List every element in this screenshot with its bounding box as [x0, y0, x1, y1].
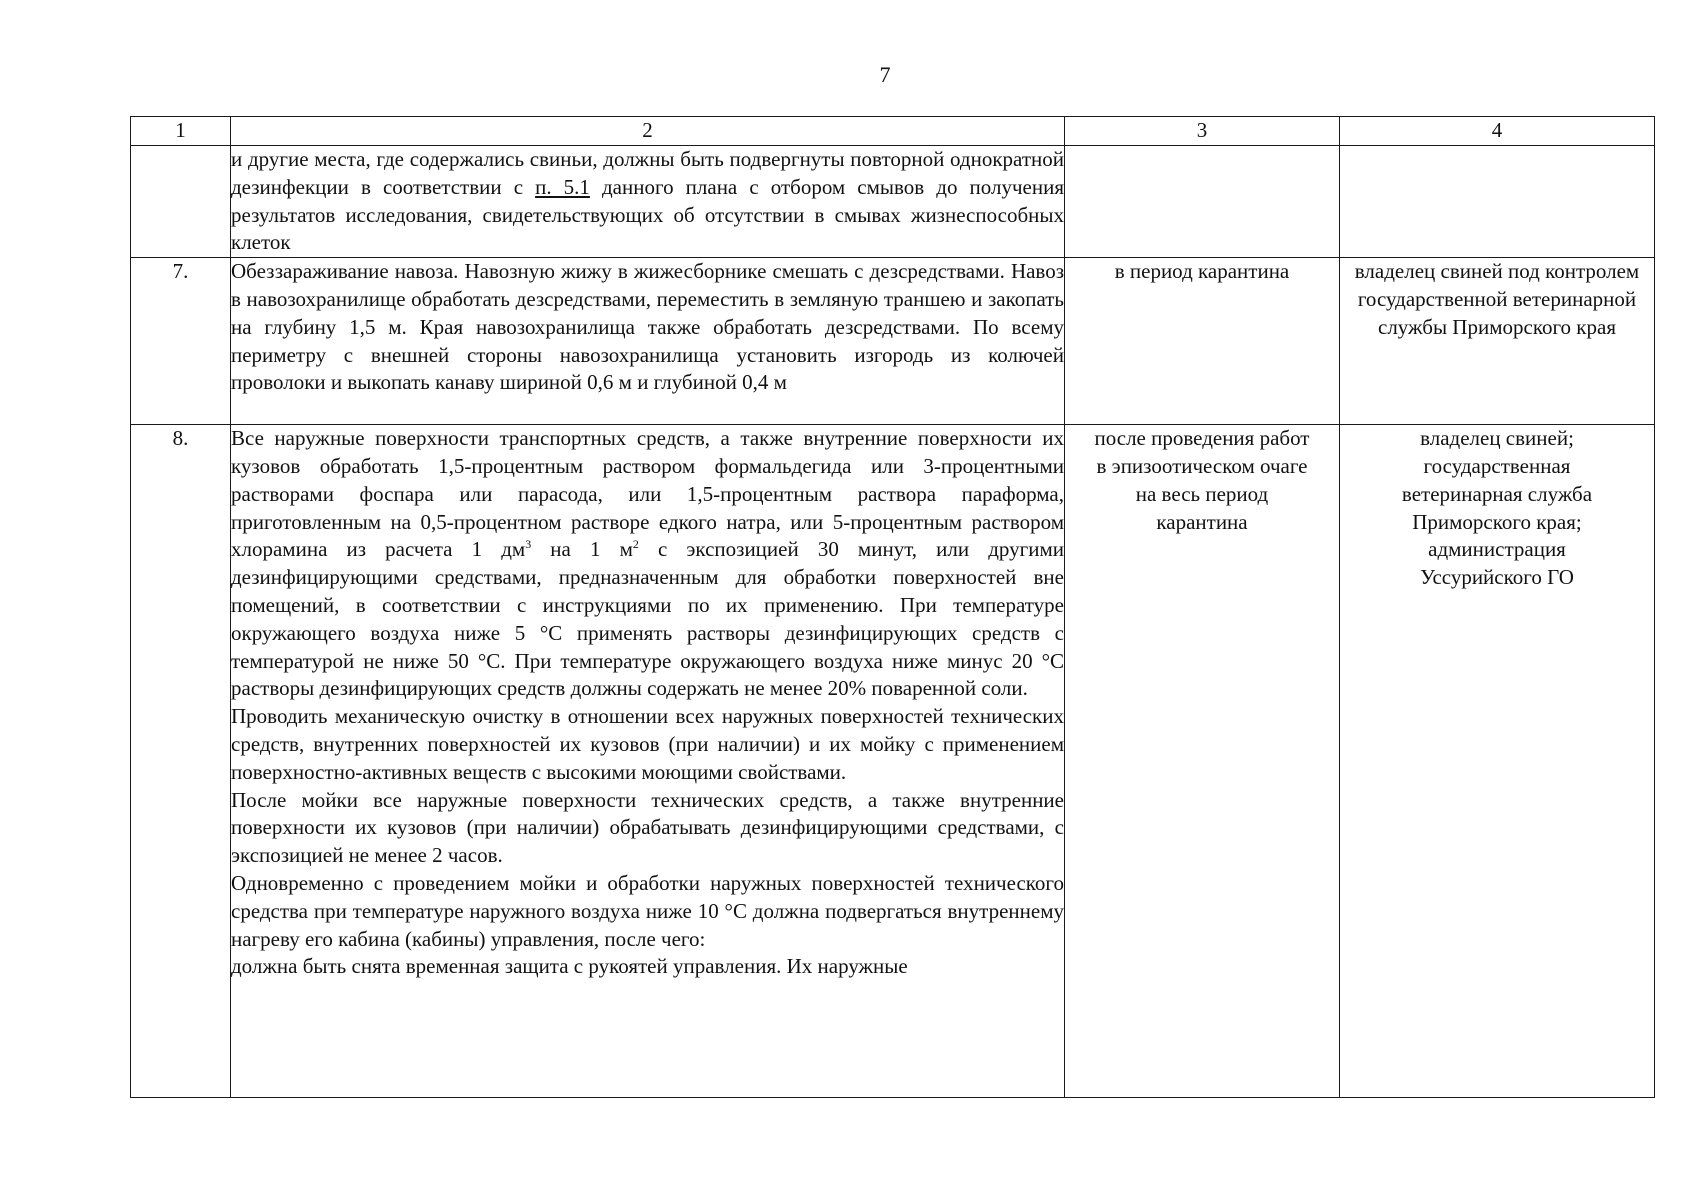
continuation-responsible	[1340, 146, 1655, 258]
row-8-text	[231, 425, 1065, 1098]
row-8-period-line-2: в эпизоотическом очаге	[1096, 453, 1308, 478]
table-header-row	[131, 117, 1655, 146]
continuation-text-before: и другие места, где содержались свиньи, должны быть подвергнуты повторной однократной дезинфекции в соответствии с	[231, 147, 1064, 199]
plan-section-link: п. 5.1	[535, 174, 590, 199]
header-col-1: 1	[131, 117, 231, 146]
row-8-responsible	[1340, 425, 1655, 1098]
row-8-period-line-3: на весь период	[1135, 481, 1269, 506]
row-8-p1-sup2: 2	[632, 537, 639, 552]
row-8-resp-line-6: Уссурийского ГО	[1420, 565, 1574, 590]
row-8-period	[1065, 425, 1340, 1098]
continuation-text-after: данного плана с отбором смывов до получения результатов исследования, свидетельствующих об отсутствии в смывах жизнеспособных клеток	[231, 174, 1064, 255]
row-8-p1-part3: с экспозицией 30 минут, или другими дезинфицирующими средствами, предназначенным для обработки поверхностей вне помещений, в соответствии с инструкциями по их применению. При температуре окружающего воздуха ниже 5 °С применять растворы дезинфицирующих средств с температурой не ниже 50 °С. При температуре окружающего воздуха ниже минус 20 °С растворы дезинфицирующих средств должны содержать не менее 20% поваренной соли.	[231, 537, 1064, 701]
page-number: 7	[879, 62, 891, 87]
header-col-4: 4	[1340, 117, 1655, 146]
header-col-2: 2	[231, 117, 1065, 146]
row-7-number: 7.	[131, 258, 231, 425]
row-8-p1-part1: Все наружные поверхности транспортных средств, а также внутренние поверхности их кузовов обработать 1,5-процентным раствором формальдегида или 3-процентными растворами фоспара или парасода, или 1,5-процентным раствора параформа, приготовленным на 0,5-процентном растворе едкого натра, или 5-процентным раствором хлорамина из расчета 1 дм	[231, 426, 1064, 562]
row-7-responsible: владелец свиней под контролем государственной ветеринарной службы Приморского края	[1340, 258, 1655, 425]
row-8-paragraph-4: Одновременно с проведением мойки и обработки наружных поверхностей технического средства при температуре наружного воздуха ниже 10 °С должна подвергаться внутреннему нагреву его кабина (кабины) управления, после чего:	[231, 870, 1064, 951]
continuation-period	[1065, 146, 1340, 258]
row-8-resp-line-1: владелец свиней;	[1420, 426, 1574, 451]
row-8-number: 8.	[131, 425, 231, 1098]
row-8-resp-line-3: ветеринарная служба	[1401, 481, 1593, 506]
row-8-paragraph-2: Проводить механическую очистку в отношении всех наружных поверхностей технических средств, внутренних поверхностей их кузовов (при наличии) и их мойку с применением поверхностно-активных веществ с высокими моющими свойствами.	[231, 704, 1064, 784]
table-row-8	[131, 425, 1655, 1098]
table-row-continuation	[131, 146, 1655, 258]
row-8-paragraph-1	[231, 425, 1064, 703]
row-8-resp-line-5: администрация	[1428, 537, 1566, 562]
row-7-period: в период карантина	[1065, 258, 1340, 425]
row-8-resp-line-4: Приморского края;	[1412, 509, 1582, 534]
row-8-period-line-1: после проведения работ	[1094, 426, 1310, 451]
row-7-text: Обеззараживание навоза. Навозную жижу в жижесборнике смешать с дезсредствами. Навоз в навозохранилище обработать дезсредствами, переместить в земляную траншею и закопать на глубину 1,5 м. Края навозохранилища также обработать дезсредствами. По всему периметру с внешней стороны навозохранилища установить изгородь из колючей проволоки и выкопать канаву шириной 0,6 м и глубиной 0,4 м	[231, 258, 1065, 425]
row-8-resp-line-2: государственная	[1423, 453, 1571, 478]
continuation-text	[231, 146, 1065, 258]
row-8-paragraph-5: должна быть снята временная защита с рукоятей управления. Их наружные	[231, 954, 908, 979]
measures-table	[130, 116, 1655, 1098]
row-8-paragraph-3: После мойки все наружные поверхности технических средств, а также внутренние поверхности их кузовов (при наличии) обрабатывать дезинфицирующими средствами, с экспозицией не менее 2 часов.	[231, 787, 1064, 868]
row-number-empty	[131, 146, 231, 258]
table-row-7	[131, 258, 1655, 425]
header-col-3: 3	[1065, 117, 1340, 146]
row-8-p1-sup1: 3	[525, 537, 532, 552]
row-8-p1-part2: на 1 м	[531, 537, 633, 562]
row-8-period-line-4: карантина	[1156, 509, 1248, 534]
